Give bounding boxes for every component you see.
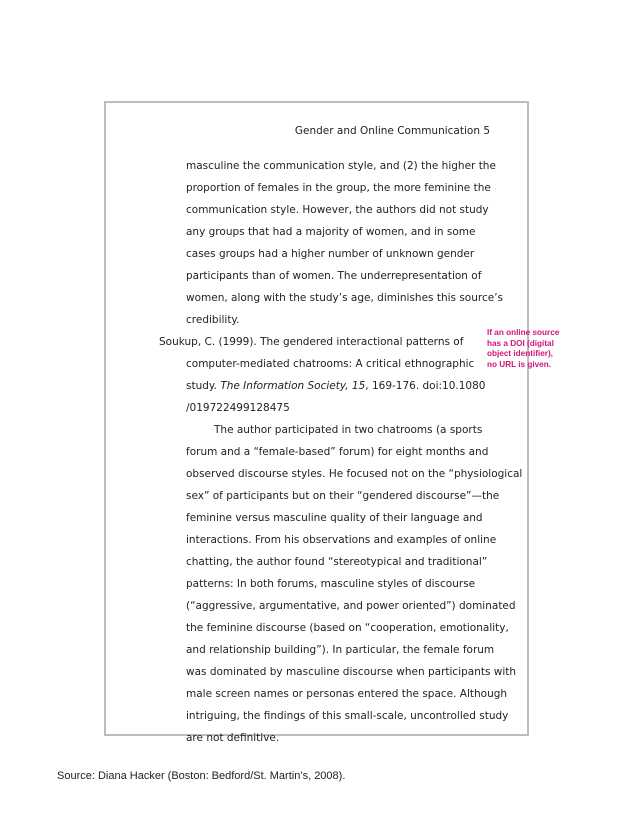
annotation-line: sex” of participants but on their “gendered discourse”—the xyxy=(186,490,500,502)
annotation-line: observed discourse styles. He focused not on the “physiological xyxy=(186,468,523,480)
annotation-line: feminine versus masculine quality of their language and xyxy=(186,512,483,524)
margin-note-line: has a DOI (digital xyxy=(487,338,554,348)
citation-line: Soukup, C. (1999). The gendered interactional patterns of xyxy=(159,336,464,348)
margin-note xyxy=(487,328,577,370)
annotation-line: masculine the communication style, and (2) the higher the xyxy=(186,160,496,172)
annotation-line: and relationship building”). In particular, the female forum xyxy=(186,644,495,656)
citation-line: /019722499128475 xyxy=(186,402,290,414)
margin-note-line: If an online source xyxy=(487,328,560,337)
document-page-frame xyxy=(104,101,529,736)
running-head: Gender and Online Communication 5 xyxy=(294,125,490,137)
annotation-line: was dominated by masculine discourse when participants with xyxy=(186,666,517,678)
annotation-line: the feminine discourse (based on “cooperation, emotionality, xyxy=(186,622,509,634)
annotation-line: chatting, the author found “stereotypical and traditional” xyxy=(186,556,488,568)
journal-title: The Information Society, 15 xyxy=(220,380,366,392)
annotation-line: male screen names or personas entered the space. Although xyxy=(186,688,508,700)
annotation-line: any groups that had a majority of women, and in some xyxy=(186,226,476,238)
margin-note-line: no URL is given. xyxy=(487,359,551,369)
citation-line xyxy=(186,379,485,393)
citation-text: , 169-176. doi:10.1080 xyxy=(365,380,486,392)
annotation-line: are not definitive. xyxy=(186,732,280,744)
annotation-line: (“aggressive, argumentative, and power oriented”) dominated xyxy=(186,600,516,612)
citation-line: computer-mediated chatrooms: A critical ethnographic xyxy=(186,358,475,370)
annotation-line: participants than of women. The underrepresentation of xyxy=(186,270,482,282)
annotation-line: forum and a “female-based” forum) for eight months and xyxy=(186,446,489,458)
annotation-line: patterns: In both forums, masculine styles of discourse xyxy=(186,578,476,590)
annotation-line: proportion of females in the group, the more feminine the xyxy=(186,182,491,194)
source-credit: Source: Diana Hacker (Boston: Bedford/St. Martin’s, 2008). xyxy=(57,770,346,782)
citation-text: study. xyxy=(186,380,221,392)
annotation-line: interactions. From his observations and examples of online xyxy=(186,534,497,546)
annotation-line: women, along with the study’s age, diminishes this source’s xyxy=(186,292,504,304)
margin-note-line: object identifier), xyxy=(487,349,553,358)
annotation-line: intriguing, the findings of this small-scale, uncontrolled study xyxy=(186,710,509,722)
annotation-line: communication style. However, the authors did not study xyxy=(186,204,489,216)
annotation-line: credibility. xyxy=(186,314,240,326)
annotation-line: cases groups had a higher number of unknown gender xyxy=(186,248,475,260)
annotation-line: The author participated in two chatrooms (a sports xyxy=(214,424,483,436)
